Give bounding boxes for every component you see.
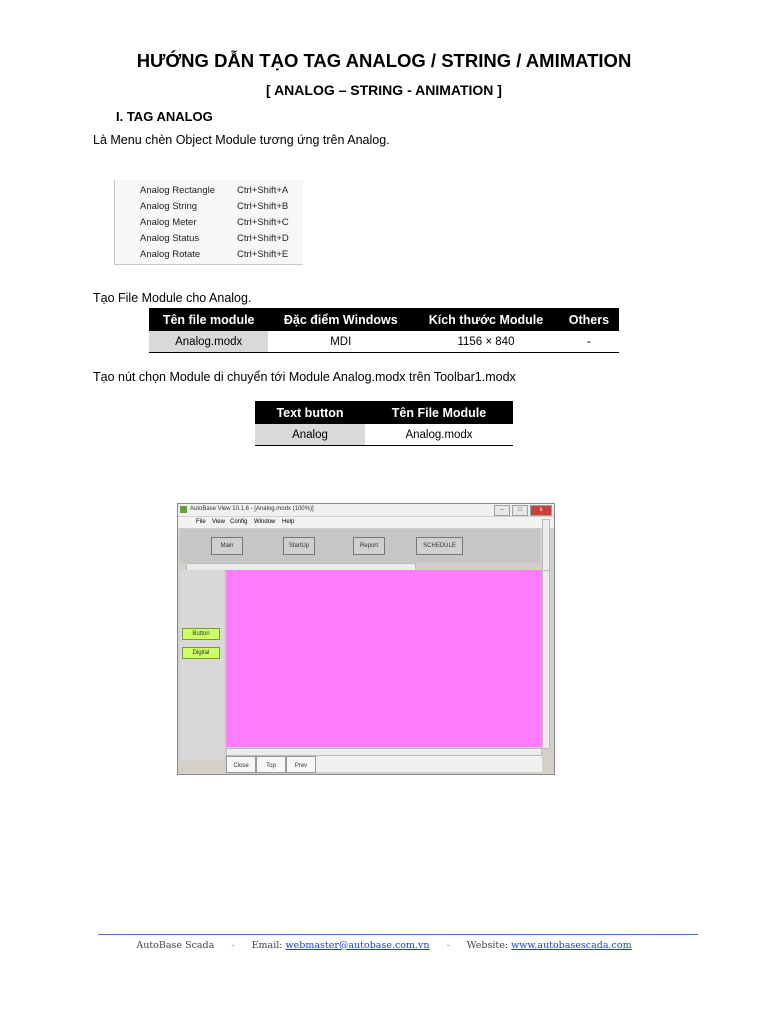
menu-item[interactable] [115,231,303,247]
table-header-row [149,308,619,331]
menu-item[interactable] [115,199,303,215]
report-button[interactable]: Report [353,537,385,555]
footer-email-link[interactable]: webmaster@autobase.com.vn [285,940,430,951]
menu-item-shortcut: Ctrl+Shift+D [237,233,289,244]
analog-module-canvas [226,570,542,747]
footer-website-label: Website: [466,940,509,951]
menu-item-shortcut: Ctrl+Shift+C [237,217,289,228]
page-footer [0,940,768,951]
menu-item-shortcut: Ctrl+Shift+E [237,249,289,260]
close-tab[interactable]: Close [226,756,256,773]
table-header: Kích thước Module [413,308,559,331]
table-cell: Analog.modx [365,424,513,446]
main-button[interactable]: Main [211,537,243,555]
menu-item-label: Analog Rotate [140,249,201,260]
table-header: Đặc điểm Windows [268,308,413,331]
table-header: Text button [255,401,365,424]
menu-window[interactable]: Window [254,519,276,525]
menu-item[interactable] [115,183,303,199]
footer-divider [98,934,698,935]
table-cell: MDI [268,331,413,353]
analog-menu-screenshot [114,180,303,265]
menu-item-label: Analog Meter [140,217,197,228]
schedule-button[interactable]: SCHEDULE [416,537,463,555]
button-button[interactable]: Button [182,628,220,640]
menu-item-label: Analog Rectangle [140,185,215,196]
app-menubar [178,517,554,528]
menu-item-shortcut: Ctrl+Shift+A [237,185,289,196]
module-file-table [149,308,619,353]
menu-item-label: Analog Status [140,233,200,244]
canvas-horizontal-scrollbar[interactable] [226,748,542,756]
document-subtitle: [ ANALOG – STRING - ANIMATION ] [266,82,502,98]
toolbar-button-table [255,401,513,446]
maximize-icon[interactable]: □ [512,505,528,516]
table-row [255,424,513,446]
table-cell: 1156 × 840 [413,331,559,353]
close-icon[interactable]: x [530,505,552,516]
menu-help[interactable]: Help [282,519,295,525]
table-cell: - [559,331,619,353]
menu-file[interactable]: File [196,519,206,525]
menu-view[interactable]: View [212,519,225,525]
footer-email-label: Email: [251,940,283,951]
intro-text: Là Menu chèn Object Module tương ứng trên Analog. [93,133,390,147]
canvas-vertical-scrollbar[interactable] [542,570,550,749]
window-title: AutoBase View 10.1.6 - [Analog.modx (100%)] [190,506,314,512]
digital-button[interactable]: Digital [182,647,220,659]
footer-website-link[interactable]: www.autobasescada.com [511,940,632,951]
module-file-text: Tạo File Module cho Analog. [93,291,252,305]
table-header: Others [559,308,619,331]
menu-item-label: Analog String [140,201,198,212]
section-heading: I. TAG ANALOG [116,109,213,124]
menu-item[interactable] [115,215,303,231]
footer-company: AutoBase Scada [136,940,215,951]
menu-item-shortcut: Ctrl+Shift+B [237,201,289,212]
module-toolbar [180,529,540,563]
top-tab[interactable]: Top [256,756,286,773]
prev-tab[interactable]: Prev [286,756,316,773]
app-icon [180,506,187,513]
toolbar-button-text: Tạo nút chọn Module di chuyển tới Module Analog.modx trên Toolbar1.modx [93,370,516,384]
menu-config[interactable]: Config [230,519,248,525]
bottom-tab-bar [226,756,542,772]
footer-separator: - [446,940,450,951]
document-title: HƯỚNG DẪN TẠO TAG ANALOG / STRING / AMIMATION [136,50,632,71]
startup-button[interactable]: StartUp [283,537,315,555]
table-cell: Analog [255,424,365,446]
autobase-view-screenshot [177,503,555,775]
table-row [149,331,619,353]
table-header: Tên file module [149,308,268,331]
left-panel [180,570,224,760]
toolbar-vertical-scrollbar[interactable] [542,519,550,571]
table-header-row [255,401,513,424]
window-title-bar [178,504,554,516]
table-cell: Analog.modx [149,331,268,353]
table-header: Tên File Module [365,401,513,424]
menu-item[interactable] [115,247,303,263]
footer-separator: - [231,940,235,951]
minimize-icon[interactable]: – [494,505,510,516]
